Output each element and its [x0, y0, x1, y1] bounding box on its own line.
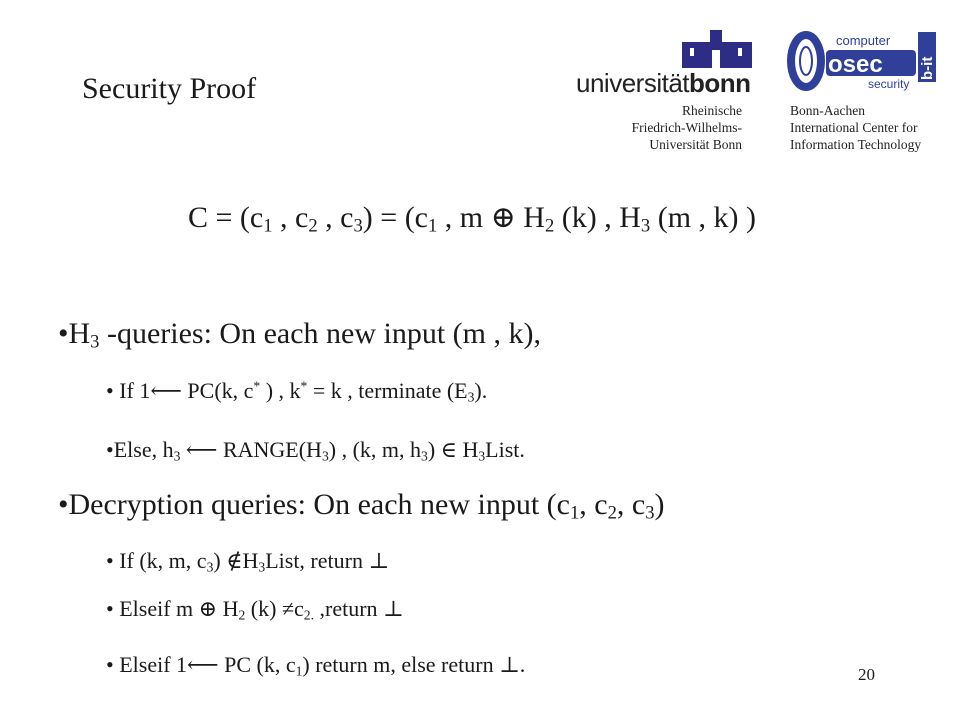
text-fragment: (k) , H — [554, 201, 641, 234]
text-fragment: •Decryption queries: On each new input (c — [58, 488, 570, 521]
cosec-subtitle — [790, 102, 921, 153]
text-fragment: . — [519, 652, 526, 677]
text-fragment: • Elseif m — [106, 596, 199, 621]
text-fragment: ) , k — [260, 378, 301, 403]
text-fragment: • Elseif 1 — [106, 652, 188, 677]
cosec-line: Bonn-Aachen — [790, 103, 865, 118]
h3-queries-heading — [58, 317, 541, 351]
text-fragment: • If (k, m, c — [106, 548, 207, 573]
bullet-else-range — [106, 437, 525, 463]
bullet-elseif-neq — [106, 596, 404, 622]
text-fragment: 1 — [295, 663, 303, 679]
text-fragment: , c — [579, 488, 608, 521]
uni-line: Friedrich-Wilhelms- — [631, 120, 742, 135]
cosec-security-text: security — [868, 77, 910, 91]
text-fragment: * — [253, 378, 261, 394]
text-fragment: ) — [213, 548, 227, 573]
text-fragment: H — [217, 596, 239, 621]
text-fragment: C = (c — [188, 201, 264, 234]
text-fragment: 2 — [238, 607, 246, 623]
bullet-elseif-pc — [106, 652, 525, 678]
text-fragment: , c — [317, 201, 354, 234]
left-arrow-symbol: ⟵ — [185, 437, 218, 462]
text-fragment: = k , terminate (E — [307, 378, 468, 403]
text-fragment: 1 — [428, 215, 438, 237]
text-fragment: -queries: On each new input (m , k), — [99, 317, 542, 350]
left-arrow-symbol: ⟵ — [187, 652, 219, 677]
university-subtitle — [632, 102, 742, 153]
text-fragment: 2. — [303, 607, 314, 623]
oplus-symbol: ⊕ — [198, 596, 218, 621]
not-element-of-symbol: ∉ — [226, 548, 243, 573]
uni-word-bold: bonn — [689, 68, 751, 98]
uni-line: Rheinische — [682, 103, 742, 118]
cosec-bit-text: b-it — [919, 56, 936, 80]
text-fragment: 3 — [321, 448, 329, 464]
text-fragment: ) = (c — [362, 201, 428, 234]
oplus-symbol: ⊕ — [490, 201, 516, 234]
element-of-symbol: ∈ — [440, 437, 457, 462]
text-fragment: , c — [272, 201, 309, 234]
text-fragment: 3 — [173, 448, 181, 464]
slide-title: Security Proof — [82, 72, 257, 105]
text-fragment: 3 — [478, 448, 486, 464]
cosec-logo — [786, 30, 946, 150]
university-wordmark — [576, 68, 751, 99]
text-fragment: PC (k, c — [218, 652, 296, 677]
text-fragment: H — [456, 437, 479, 462]
decryption-queries-heading — [58, 488, 665, 522]
cosec-top-text: computer — [836, 33, 891, 48]
left-arrow-symbol: ⟵ — [150, 378, 182, 403]
text-fragment: 3 — [353, 215, 363, 237]
text-fragment: 2 — [544, 215, 555, 237]
text-fragment: ) return m, else return — [302, 652, 500, 677]
text-fragment: ,return — [314, 596, 384, 621]
text-fragment: ) — [654, 488, 665, 521]
cosec-line: Information Technology — [790, 137, 922, 152]
cosec-main-text: osec — [828, 51, 883, 78]
university-building-icon — [682, 30, 752, 68]
bullet-if-not-in-list — [106, 548, 389, 574]
text-fragment: H — [242, 548, 259, 573]
text-fragment: 2 — [308, 215, 318, 237]
text-fragment: H — [515, 201, 545, 234]
cosec-line: International Center for — [790, 120, 918, 135]
text-fragment: 3 — [645, 502, 655, 524]
university-bonn-logo — [576, 30, 756, 150]
text-fragment: , m — [437, 201, 491, 234]
ciphertext-formula — [188, 200, 756, 235]
text-fragment: 1 — [263, 215, 273, 237]
uni-line: Universität Bonn — [649, 137, 742, 152]
text-fragment: 3 — [421, 448, 428, 464]
text-fragment: , c — [616, 488, 646, 521]
text-fragment: 3 — [90, 331, 100, 353]
bullet-if-terminate — [106, 378, 487, 404]
page-number: 20 — [858, 665, 875, 684]
cosec-emblem-icon — [786, 30, 946, 92]
text-fragment: (m , k) ) — [650, 201, 757, 234]
text-fragment: •Else, h — [106, 437, 174, 462]
text-fragment: • If 1 — [106, 378, 151, 403]
uni-word-light: universität — [576, 68, 689, 98]
text-fragment: List, return — [265, 548, 369, 573]
bottom-symbol: ⊥ — [368, 548, 390, 573]
text-fragment: 1 — [570, 502, 580, 524]
bottom-symbol: ⊥ — [499, 652, 520, 677]
text-fragment: 2 — [607, 502, 617, 524]
text-fragment: 3 — [258, 559, 266, 575]
bottom-symbol: ⊥ — [383, 596, 404, 621]
text-fragment: (k) — [245, 596, 282, 621]
text-fragment: c — [294, 596, 304, 621]
text-fragment: 3 — [206, 559, 214, 575]
not-equal-symbol: ≠ — [281, 596, 295, 621]
text-fragment: ) , (k, m, h — [328, 437, 422, 462]
text-fragment: 3 — [640, 215, 651, 237]
text-fragment: * — [300, 378, 308, 394]
text-fragment: •H — [58, 317, 91, 350]
text-fragment: RANGE(H — [217, 437, 322, 462]
text-fragment: ). — [474, 378, 488, 403]
text-fragment: 3 — [467, 389, 475, 405]
text-fragment: PC(k, c — [181, 378, 254, 403]
text-fragment: List. — [485, 437, 525, 462]
text-fragment: ) — [427, 437, 441, 462]
